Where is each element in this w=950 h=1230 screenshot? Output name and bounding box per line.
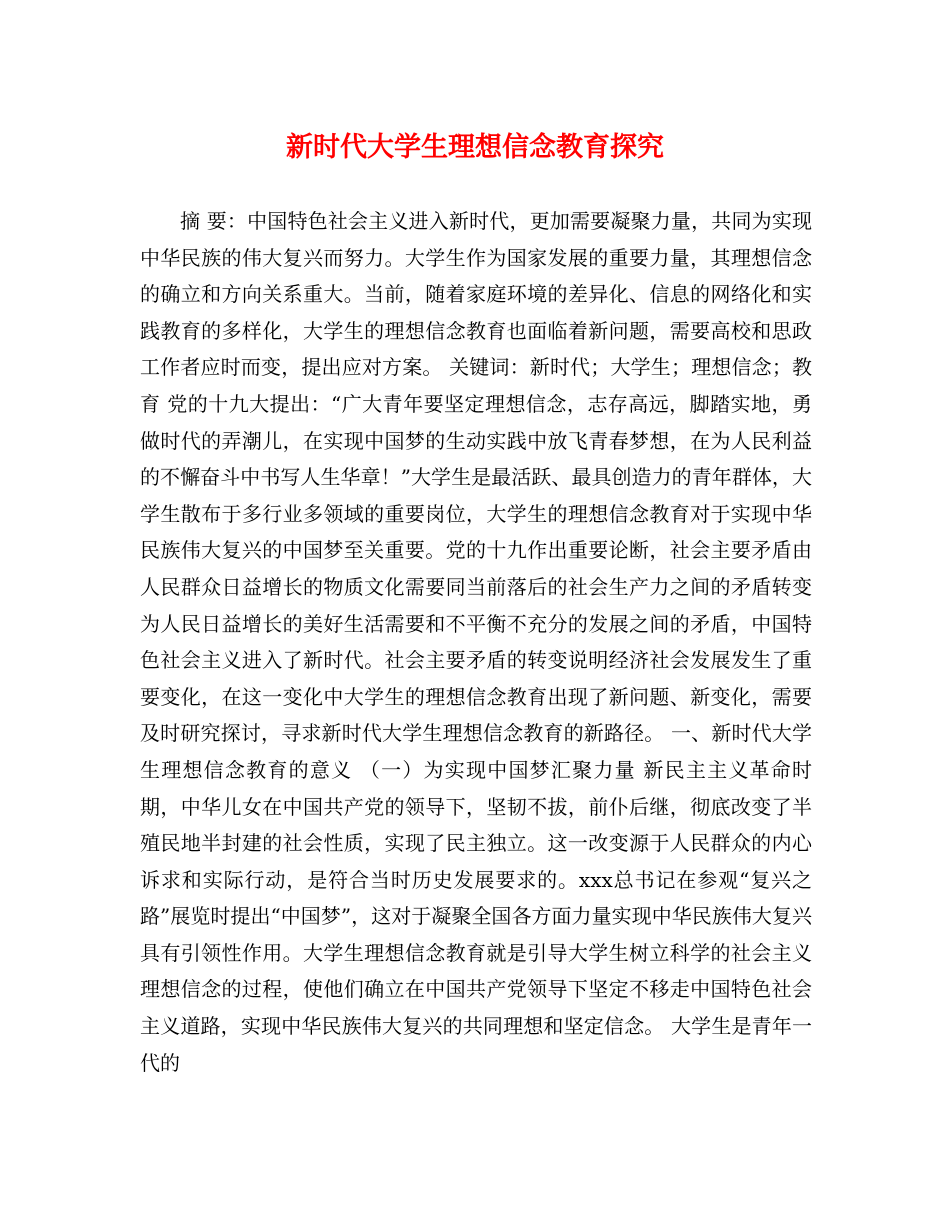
document-body: 摘 要：中国特色社会主义进入新时代，更加需要凝聚力量，共同为实现中华民族的伟大复兴而努力。大学生作为国家发展的重要力量，其理想信念的确立和方向关系重大。当前，随着家庭环境的差异化、信息的网络化和实践教育的多样化，大学生的理想信念教育也面临着新问题，需要高校和思政工作者应时而变，提出应对方案。 关键词：新时代；大学生；理想信念；教育 党的十九大提出：“广大青年要坚定理想信念，志存高远，脚踏实地，勇做时代的弄潮儿，在实现中国梦的生动实践中放飞青春梦想，在为人民利益的不懈奋斗中书写人生华章！”大学生是最活跃、最具创造力的青年群体，大学生散布于多行业多领域的重要岗位，大学生的理想信念教育对于实现中华民族伟大复兴的中国梦至关重要。党的十九作出重要论断，社会主要矛盾由人民群众日益增长的物质文化需要同当前落后的社会生产力之间的矛盾转变为人民日益增长的美好生活需要和不平衡不充分的发展之间的矛盾，中国特色社会主义进入了新时代。社会主要矛盾的转变说明经济社会发展发生了重要变化，在这一变化中大学生的理想信念教育出现了新问题、新变化，需要及时研究探讨，寻求新时代大学生理想信念教育的新路径。 一、新时代大学生理想信念教育的意义 （一）为实现中国梦汇聚力量 新民主主义革命时期，中华儿女在中国共产党的领导下，坚韧不拔，前仆后继，彻底改变了半殖民地半封建的社会性质，实现了民主独立。这一改变源于人民群众的内心诉求和实际行动，是符合当时历史发展要求的。xxx总书记在参观“复兴之路”展览时提出“中国梦”，这对于凝聚全国各方面力量实现中华民族伟大复兴具有引领性作用。大学生理想信念教育就是引导大学生树立科学的社会主义理想信念的过程，使他们确立在中国共产党领导下坚定不移走中国特色社会主义道路，实现中华民族伟大复兴的共同理想和坚定信念。 大学生是青年一代的 xyxy=(140,209,812,1075)
document-title: 新时代大学生理想信念教育探究 xyxy=(286,132,664,163)
